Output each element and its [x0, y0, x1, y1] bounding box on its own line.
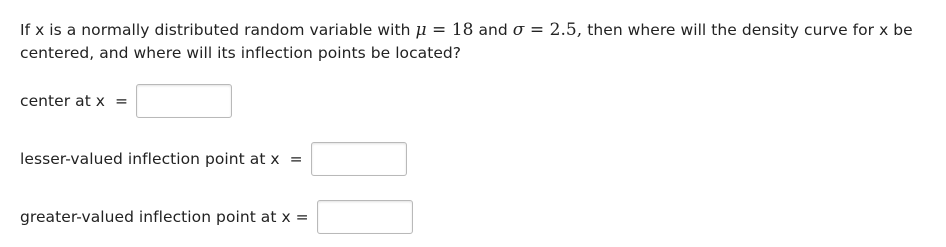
lesser-inflection-answer-row	[20, 142, 407, 176]
question-intro: If x is a normally distributed random variable with	[20, 21, 416, 39]
lesser-inflection-answer-input[interactable]	[311, 142, 407, 176]
center-answer-input[interactable]	[136, 84, 232, 118]
mu-value: = 18	[426, 20, 474, 40]
greater-inflection-answer-row	[20, 200, 413, 234]
question-rest: then where will the density curve for x be centered, and where will its inflection points be located?	[20, 21, 913, 62]
center-label: center at x =	[20, 92, 129, 110]
lesser-inflection-label: lesser-valued inflection point at x =	[20, 150, 303, 168]
sigma-expression	[513, 20, 583, 40]
sigma-value: = 2.5,	[524, 20, 583, 40]
and-text: and	[473, 21, 513, 39]
greater-inflection-label: greater-valued inflection point at x =	[20, 208, 309, 226]
center-answer-row	[20, 84, 232, 118]
greater-inflection-answer-input[interactable]	[317, 200, 413, 234]
mu-symbol: μ	[415, 20, 427, 40]
sigma-symbol: σ	[512, 20, 525, 40]
question-text	[20, 19, 920, 65]
mu-expression	[415, 20, 473, 40]
